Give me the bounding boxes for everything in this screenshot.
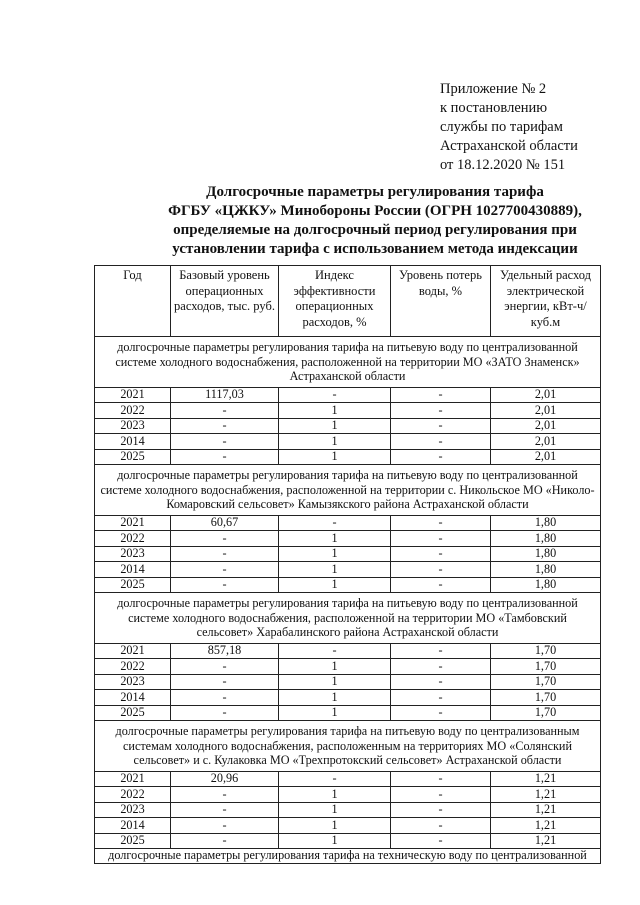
cell-base-opex: 857,18 (171, 643, 279, 659)
header-base-opex: Базовый уровень операционных расходов, тыс. руб. (171, 266, 279, 337)
cell-efficiency-index: - (279, 387, 391, 403)
table-row (95, 546, 601, 562)
cell-base-opex: - (171, 434, 279, 450)
cell-energy-consumption: 2,01 (491, 418, 601, 434)
cell-year: 2025 (95, 577, 171, 593)
cell-water-loss: - (391, 771, 491, 787)
appendix-line: от 18.12.2020 № 151 (440, 157, 566, 173)
cell-efficiency-index: 1 (279, 562, 391, 578)
cell-year: 2025 (95, 705, 171, 721)
cell-water-loss: - (391, 403, 491, 419)
cell-water-loss: - (391, 418, 491, 434)
table-row (95, 802, 601, 818)
cell-base-opex: - (171, 577, 279, 593)
header-year: Год (95, 266, 171, 337)
cell-base-opex: 1117,03 (171, 387, 279, 403)
cell-year: 2025 (95, 449, 171, 465)
table-body (95, 337, 601, 864)
cell-water-loss: - (391, 387, 491, 403)
cell-base-opex: - (171, 418, 279, 434)
cell-year: 2022 (95, 403, 171, 419)
cell-efficiency-index: 1 (279, 434, 391, 450)
cell-efficiency-index: 1 (279, 418, 391, 434)
cell-energy-consumption: 2,01 (491, 387, 601, 403)
table-header-row (95, 266, 601, 337)
cell-water-loss: - (391, 515, 491, 531)
header-energy-consumption: Удельный расход электрической энергии, кВт-ч/куб.м (491, 266, 601, 337)
cell-efficiency-index: 1 (279, 674, 391, 690)
cell-year: 2014 (95, 818, 171, 834)
cell-energy-consumption: 2,01 (491, 403, 601, 419)
section-title: долгосрочные параметры регулирования тарифа на питьевую воду по централизованной системе холодного водоснабжения, расположенной на территории МО «ЗАТО Знаменск» Астраханской области (95, 337, 601, 388)
cell-year: 2023 (95, 802, 171, 818)
cell-efficiency-index: 1 (279, 705, 391, 721)
cell-efficiency-index: 1 (279, 403, 391, 419)
parameters-table (94, 265, 601, 864)
table-row (95, 833, 601, 849)
cell-water-loss: - (391, 705, 491, 721)
section-title-row (95, 849, 601, 864)
table-row (95, 818, 601, 834)
cell-water-loss: - (391, 546, 491, 562)
appendix-line: Астраханской области (440, 138, 578, 154)
cell-water-loss: - (391, 643, 491, 659)
cell-energy-consumption: 1,80 (491, 577, 601, 593)
cell-year: 2021 (95, 643, 171, 659)
cell-base-opex: - (171, 833, 279, 849)
section-title: долгосрочные параметры регулирования тарифа на питьевую воду по централизованной системе холодного водоснабжения, расположенной на территории с. Никольское МО «Николо-Комаровский сельсовет» Камызякского района Астраханской области (95, 465, 601, 516)
cell-water-loss: - (391, 434, 491, 450)
cell-base-opex: - (171, 449, 279, 465)
cell-year: 2014 (95, 562, 171, 578)
cell-base-opex: - (171, 705, 279, 721)
cell-year: 2022 (95, 787, 171, 803)
table-row (95, 674, 601, 690)
cell-water-loss: - (391, 690, 491, 706)
cell-year: 2021 (95, 771, 171, 787)
cell-efficiency-index: 1 (279, 787, 391, 803)
cell-efficiency-index: 1 (279, 833, 391, 849)
cell-base-opex: - (171, 818, 279, 834)
section-title: долгосрочные параметры регулирования тарифа на питьевую воду по централизованным системам холодного водоснабжения, расположенным на территориях МО «Солянский сельсовет» и с. Кулаковка МО «Трехпротокский сельсовет» Астраханской области (95, 721, 601, 772)
cell-energy-consumption: 1,21 (491, 787, 601, 803)
section-title: долгосрочные параметры регулирования тарифа на техническую воду по централизованной (95, 849, 601, 864)
cell-base-opex: - (171, 546, 279, 562)
table-row (95, 659, 601, 675)
cell-water-loss: - (391, 531, 491, 547)
cell-efficiency-index: 1 (279, 659, 391, 675)
cell-water-loss: - (391, 449, 491, 465)
cell-year: 2022 (95, 659, 171, 675)
cell-water-loss: - (391, 562, 491, 578)
cell-year: 2021 (95, 515, 171, 531)
cell-energy-consumption: 1,21 (491, 802, 601, 818)
cell-energy-consumption: 1,70 (491, 659, 601, 675)
cell-base-opex: - (171, 403, 279, 419)
cell-energy-consumption: 1,80 (491, 515, 601, 531)
title-line: определяемые на долгосрочный период регулирования при (173, 222, 577, 238)
section-title-row (95, 465, 601, 516)
cell-efficiency-index: 1 (279, 531, 391, 547)
cell-energy-consumption: 1,21 (491, 818, 601, 834)
cell-water-loss: - (391, 577, 491, 593)
cell-year: 2014 (95, 690, 171, 706)
table-row (95, 787, 601, 803)
cell-water-loss: - (391, 659, 491, 675)
cell-year: 2023 (95, 418, 171, 434)
header-water-loss: Уровень потерь воды, % (391, 266, 491, 337)
cell-efficiency-index: 1 (279, 449, 391, 465)
cell-water-loss: - (391, 802, 491, 818)
table-row (95, 577, 601, 593)
table-row (95, 515, 601, 531)
cell-base-opex: 60,67 (171, 515, 279, 531)
table-row (95, 418, 601, 434)
cell-energy-consumption: 1,80 (491, 562, 601, 578)
table-row (95, 434, 601, 450)
cell-energy-consumption: 1,70 (491, 674, 601, 690)
cell-efficiency-index: 1 (279, 690, 391, 706)
cell-energy-consumption: 1,21 (491, 771, 601, 787)
title-line: ФГБУ «ЦЖКУ» Минобороны России (ОГРН 1027700430889), (168, 203, 582, 219)
cell-energy-consumption: 1,80 (491, 531, 601, 547)
cell-water-loss: - (391, 674, 491, 690)
appendix-block (440, 80, 578, 175)
cell-base-opex: - (171, 674, 279, 690)
cell-base-opex: - (171, 531, 279, 547)
title-line: установлении тарифа с использованием метода индексации (172, 241, 578, 257)
document-title (95, 183, 640, 259)
cell-efficiency-index: - (279, 771, 391, 787)
table-row (95, 387, 601, 403)
table-row (95, 771, 601, 787)
cell-efficiency-index: 1 (279, 577, 391, 593)
table-row (95, 643, 601, 659)
section-title-row (95, 721, 601, 772)
cell-year: 2022 (95, 531, 171, 547)
section-title-row (95, 593, 601, 644)
cell-base-opex: - (171, 659, 279, 675)
cell-efficiency-index: - (279, 515, 391, 531)
title-line: Долгосрочные параметры регулирования тарифа (206, 184, 544, 200)
cell-water-loss: - (391, 818, 491, 834)
table-row (95, 531, 601, 547)
cell-energy-consumption: 1,70 (491, 705, 601, 721)
header-efficiency-index: Индекс эффективности операционных расходов, % (279, 266, 391, 337)
cell-efficiency-index: 1 (279, 546, 391, 562)
cell-water-loss: - (391, 833, 491, 849)
cell-energy-consumption: 1,80 (491, 546, 601, 562)
cell-energy-consumption: 2,01 (491, 449, 601, 465)
cell-base-opex: - (171, 562, 279, 578)
cell-year: 2023 (95, 674, 171, 690)
cell-energy-consumption: 1,21 (491, 833, 601, 849)
cell-base-opex: - (171, 787, 279, 803)
table-row (95, 690, 601, 706)
cell-year: 2025 (95, 833, 171, 849)
appendix-line: службы по тарифам (440, 119, 563, 135)
section-title: долгосрочные параметры регулирования тарифа на питьевую воду по централизованной системе холодного водоснабжения, расположенной на территории МО «Тамбовский сельсовет» Харабалинского района Астраханской области (95, 593, 601, 644)
table-row (95, 403, 601, 419)
cell-year: 2023 (95, 546, 171, 562)
appendix-line: Приложение № 2 (440, 81, 547, 97)
cell-base-opex: - (171, 802, 279, 818)
cell-energy-consumption: 2,01 (491, 434, 601, 450)
cell-efficiency-index: 1 (279, 802, 391, 818)
appendix-line: к постановлению (440, 100, 548, 116)
cell-year: 2021 (95, 387, 171, 403)
table-row (95, 562, 601, 578)
cell-water-loss: - (391, 787, 491, 803)
section-title-row (95, 337, 601, 388)
table-row (95, 449, 601, 465)
cell-efficiency-index: 1 (279, 818, 391, 834)
cell-base-opex: 20,96 (171, 771, 279, 787)
cell-year: 2014 (95, 434, 171, 450)
cell-efficiency-index: - (279, 643, 391, 659)
cell-energy-consumption: 1,70 (491, 643, 601, 659)
cell-energy-consumption: 1,70 (491, 690, 601, 706)
table-row (95, 705, 601, 721)
cell-base-opex: - (171, 690, 279, 706)
